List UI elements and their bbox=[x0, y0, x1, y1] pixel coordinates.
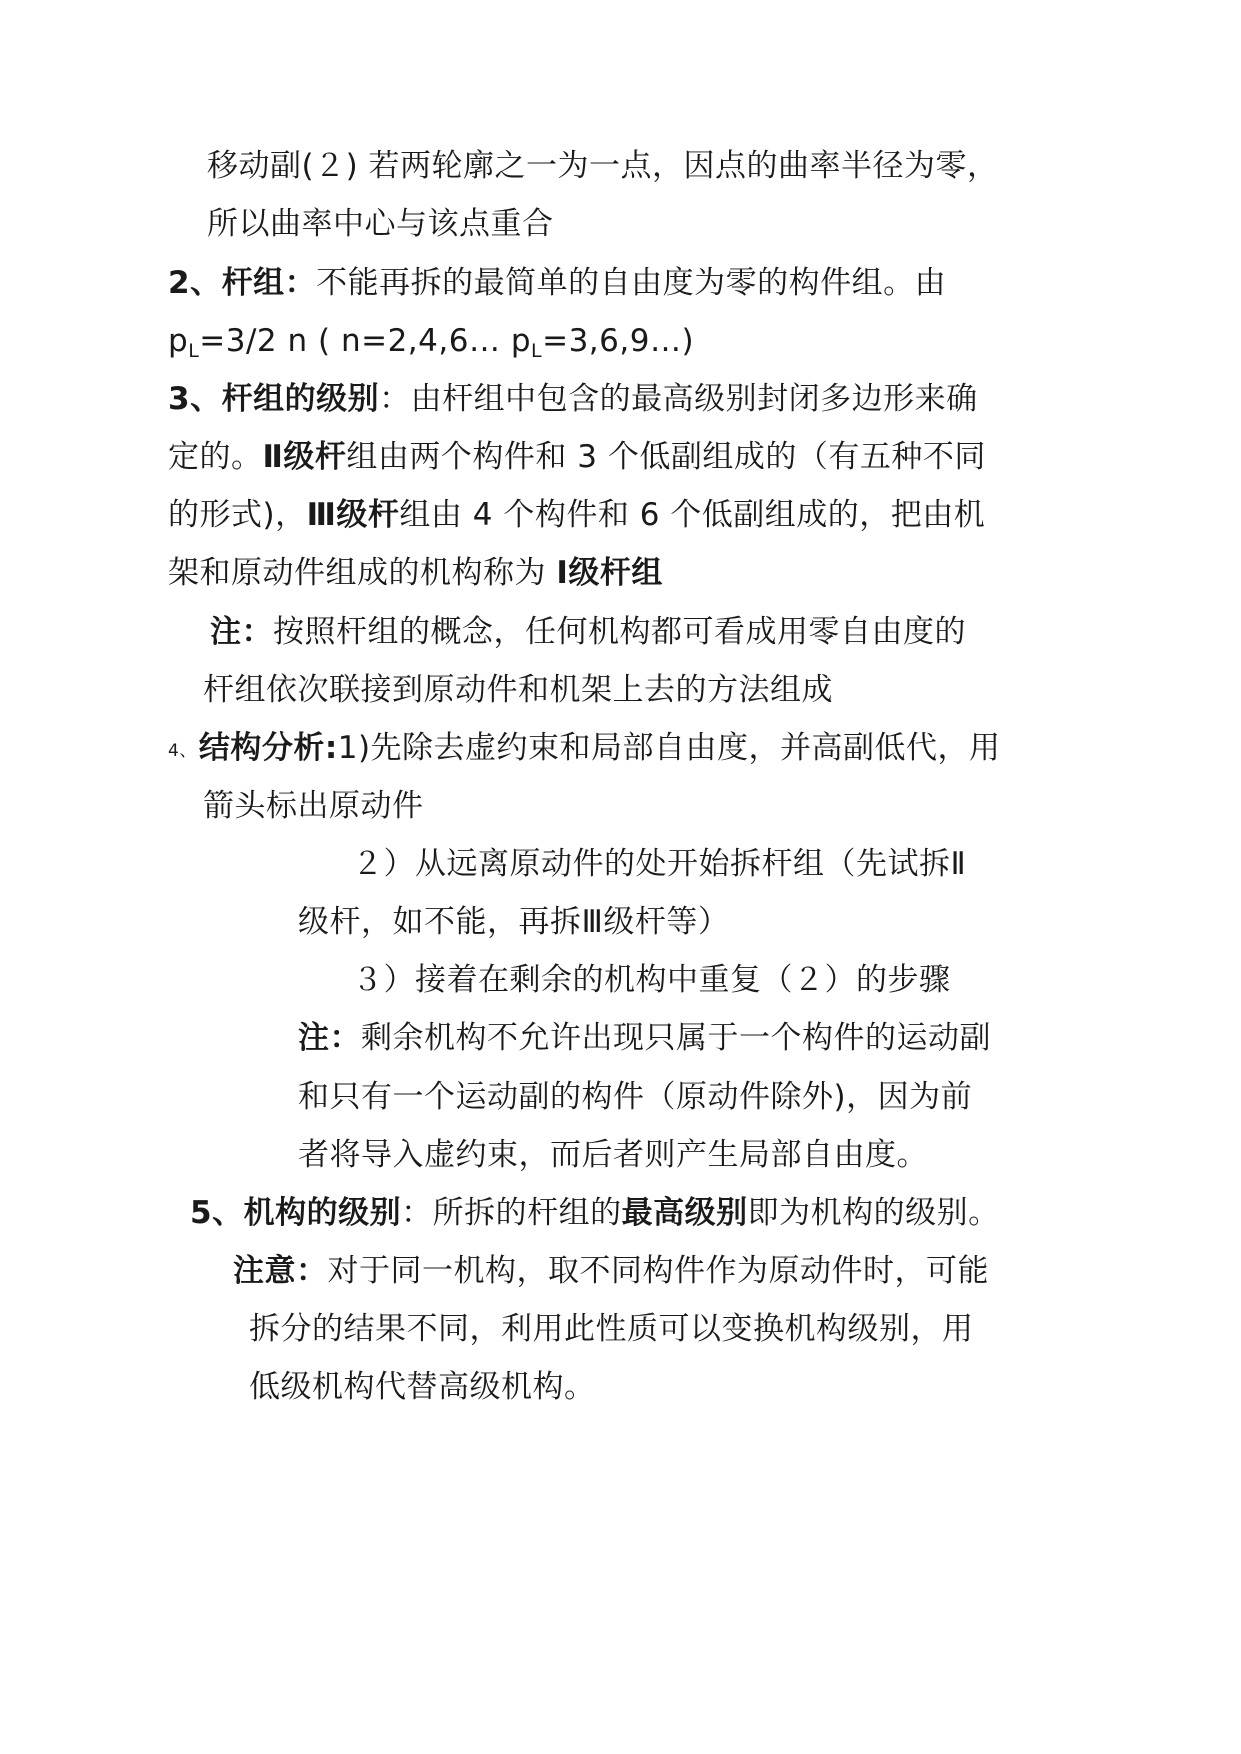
text-line-1: 移动副(２) 若两轮廓之一为一点，因点的曲率半径为零， bbox=[207, 148, 999, 184]
text-line-21: 拆分的结果不同，利用此性质可以变换机构级别，用 bbox=[249, 1311, 974, 1347]
note-2-line: 注：剩余机构不允许出现只属于一个构件的运动副 bbox=[298, 1020, 991, 1056]
text-line-12: 箭头标出原动件 bbox=[203, 788, 424, 824]
formula-line: $p_L=3/2$ n ( n=2,4,6… $p_L=3,6,9\dots$) bbox=[168, 323, 695, 362]
text-line-7: 的形式)，Ⅲ级杆组由 4 个构件和 6 个低副组成的，把由机 bbox=[168, 497, 986, 533]
note-1-line: 注：按照杆组的概念，任何机构都可看成用零自由度的 bbox=[210, 614, 966, 650]
note-label: 注意： bbox=[233, 1253, 328, 1289]
note-label: 注： bbox=[298, 1020, 361, 1056]
section-3-heading-line: 3、杆组的级别：由杆组中包含的最高级别封闭多边形来确 bbox=[168, 381, 978, 417]
text-line-2: 所以曲率中心与该点重合 bbox=[207, 206, 554, 242]
section-5-heading-line: 5、机构的级别：所拆的杆组的最高级别即为机构的级别。 bbox=[190, 1195, 1000, 1231]
section-5-heading: 5、机构的级别 bbox=[190, 1195, 402, 1231]
section-4-heading: 结构分析: bbox=[198, 730, 338, 766]
section-2-heading-line: 2、杆组：不能再拆的最简单的自由度为零的构件组。由 bbox=[168, 265, 947, 301]
text-line-14: 级杆，如不能，再拆Ⅲ级杆等） bbox=[298, 904, 730, 940]
note-label: 注： bbox=[210, 614, 273, 650]
section-3-heading: 3、杆组的级别 bbox=[168, 381, 380, 417]
text-line-6: 定的。Ⅱ级杆组由两个构件和 3 个低副组成的（有五种不同 bbox=[168, 439, 986, 475]
text-line-10: 杆组依次联接到原动件和机架上去的方法组成 bbox=[203, 672, 833, 708]
text-line-8: 架和原动件组成的机构称为 Ⅰ级杆组 bbox=[168, 555, 663, 591]
section-4-heading-line: 4、结构分析:1)先除去虚约束和局部自由度，并高副低代，用 bbox=[168, 730, 1001, 766]
text-line-22: 低级机构代替高级机构。 bbox=[249, 1369, 596, 1405]
text-line-18: 者将导入虚约束，而后者则产生局部自由度。 bbox=[298, 1137, 928, 1173]
step-2-line: ２）从远离原动件的处开始拆杆组（先试拆Ⅱ bbox=[352, 846, 967, 882]
text-line-17: 和只有一个运动副的构件（原动件除外)，因为前 bbox=[298, 1079, 973, 1115]
step-3-line: ３）接着在剩余的机构中重复（２）的步骤 bbox=[352, 962, 951, 998]
section-2-heading: 2、杆组： bbox=[168, 265, 317, 301]
note-3-line: 注意：对于同一机构，取不同构件作为原动件时，可能 bbox=[233, 1253, 989, 1289]
